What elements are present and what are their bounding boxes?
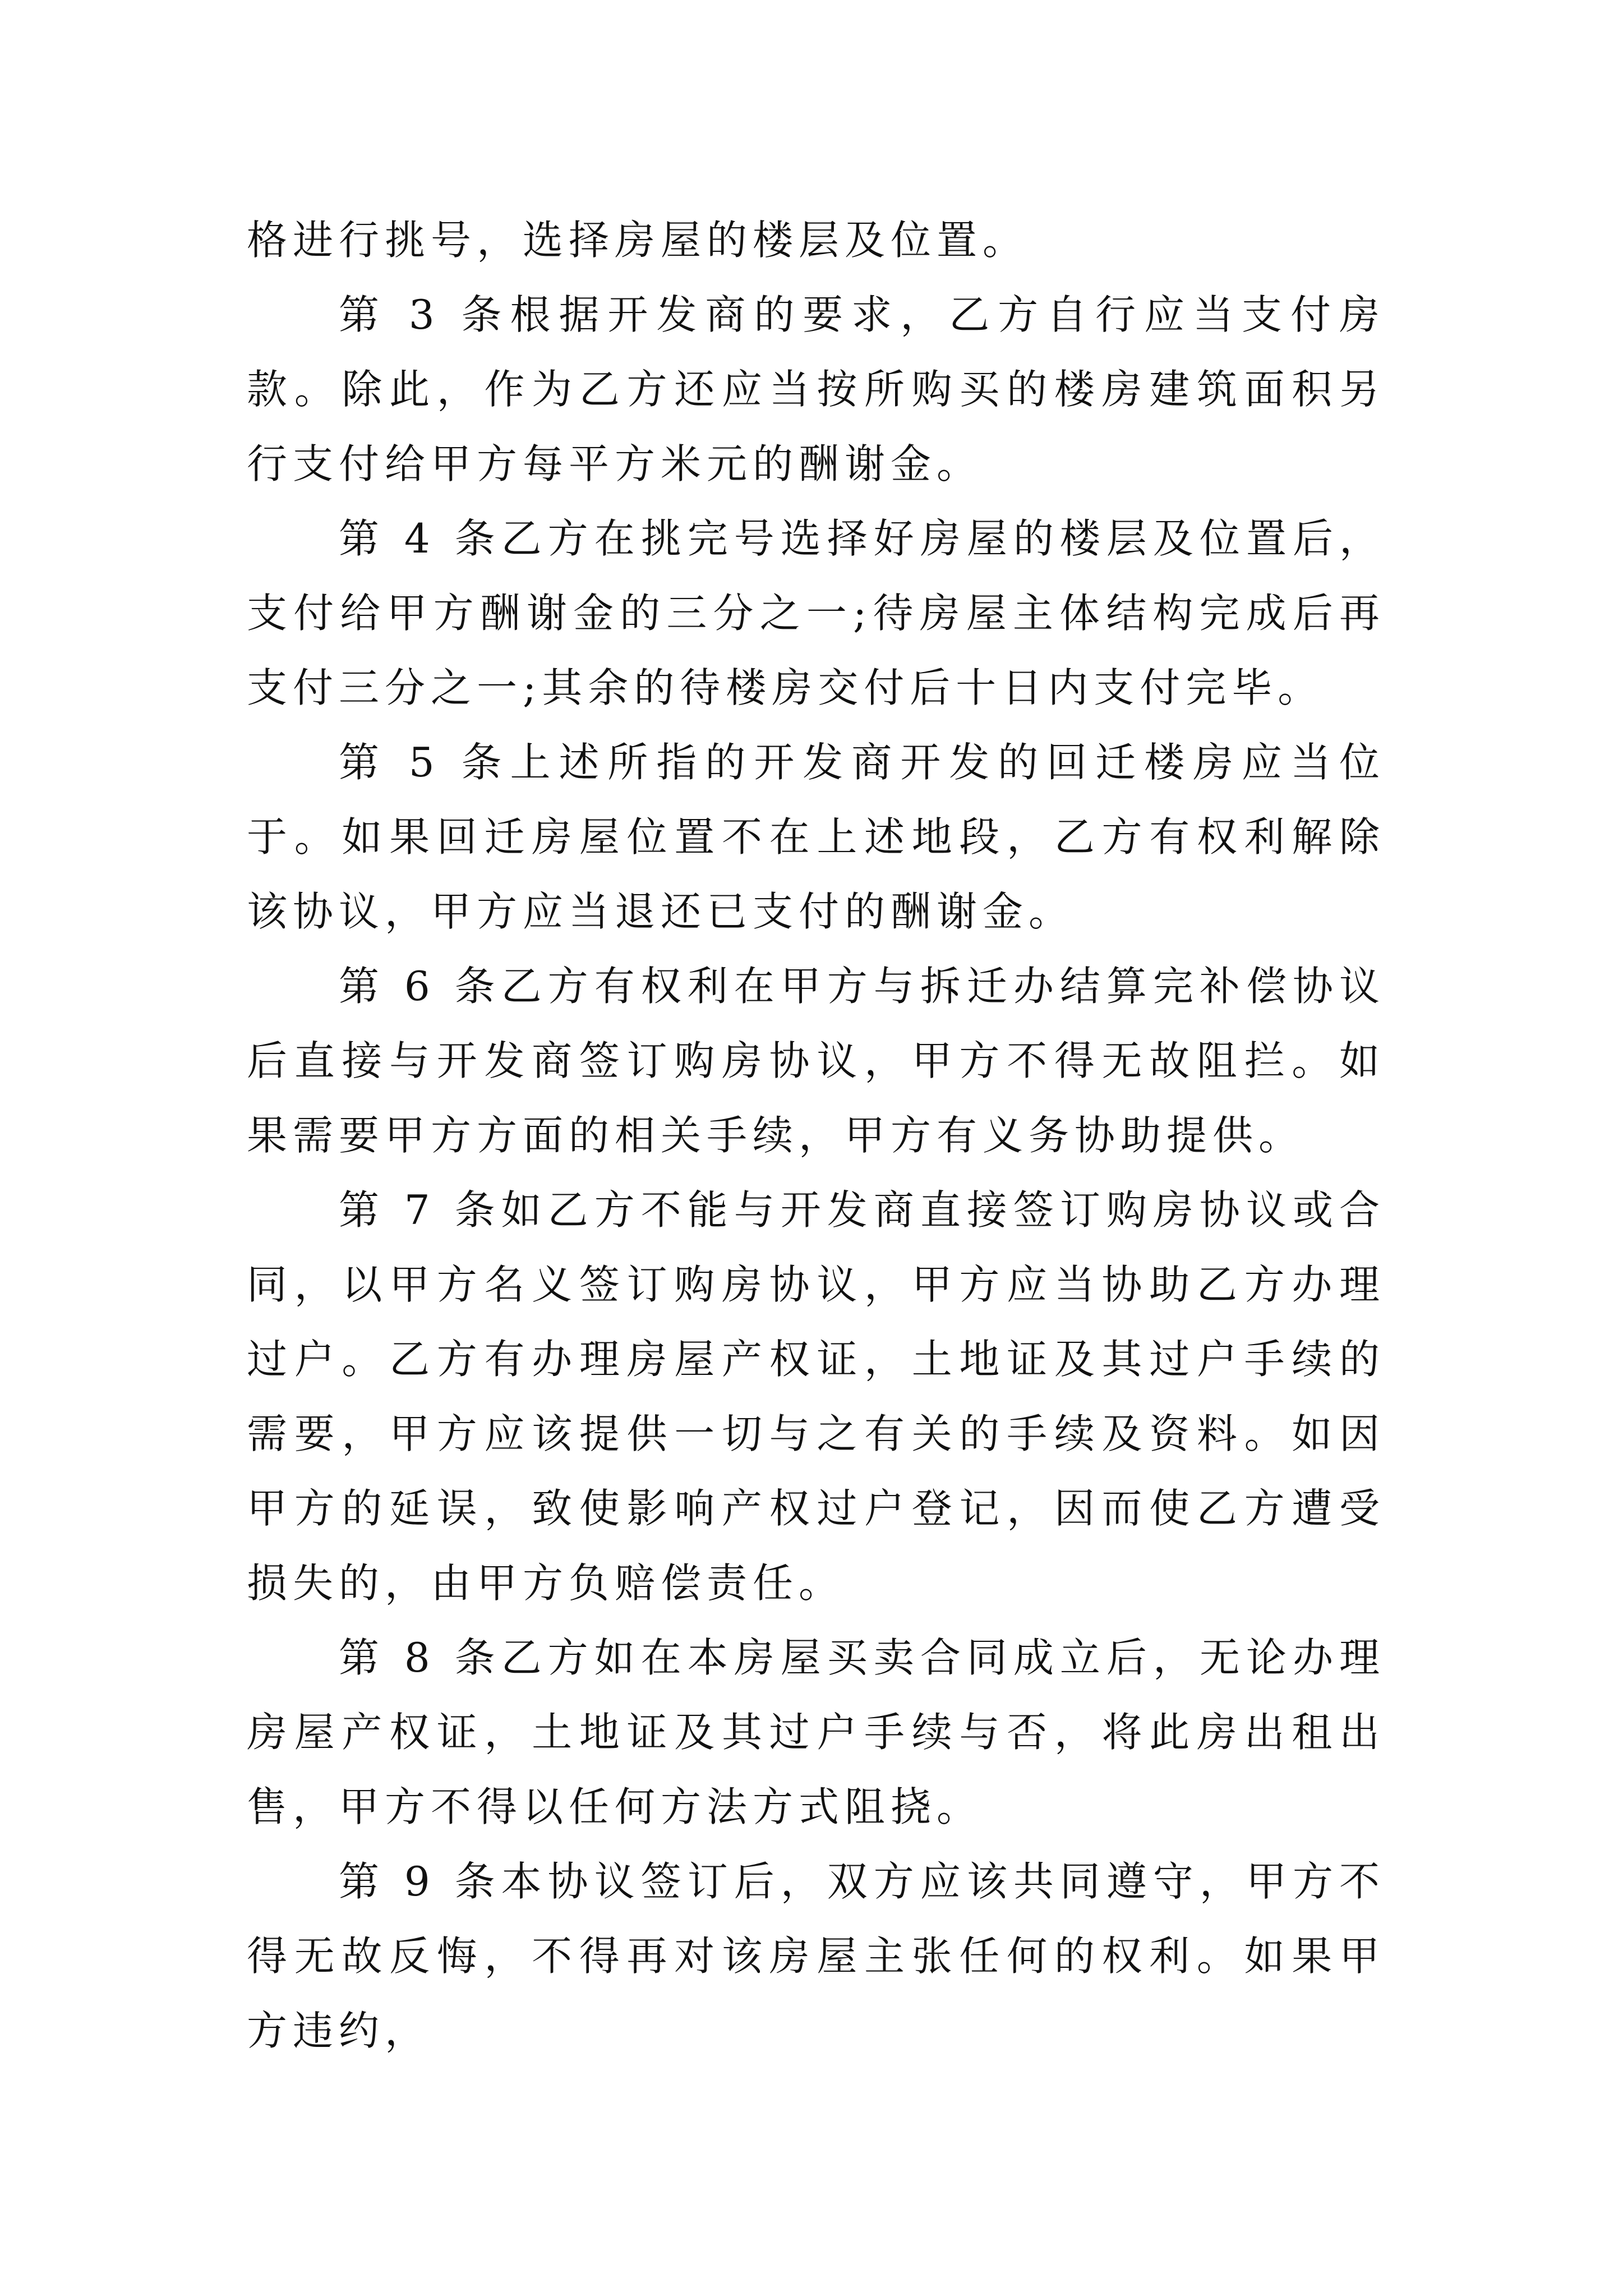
paragraph-article-7: 第 7 条如乙方不能与开发商直接签订购房协议或合同，以甲方名义签订购房协议，甲方应当协助乙方办理过户。乙方有办理房屋产权证，土地证及其过户手续的需要，甲方应该提供一切与之有关的手续及资料。如因甲方的延误，致使影响产权过户登记，因而使乙方遭受损失的，由甲方负赔偿责任。 [247, 1186, 1385, 1607]
paragraph-article-9: 第 9 条本协议签订后，双方应该共同遵守，甲方不得无故反悔，不得再对该房屋主张任何的权利。如果甲方违约， [247, 1858, 1385, 2054]
document-body [247, 203, 1385, 2068]
paragraph-article-4: 第 4 条乙方在挑完号选择好房屋的楼层及位置后，支付给甲方酬谢金的三分之一;待房屋主体结构完成后再支付三分之一;其余的待楼房交付后十日内支付完毕。 [247, 515, 1385, 711]
paragraph-continuation: 格进行挑号，选择房屋的楼层及位置。 [247, 217, 1029, 264]
paragraph-article-6: 第 6 条乙方有权利在甲方与拆迁办结算完补偿协议后直接与开发商签订购房协议，甲方不得无故阻拦。如果需要甲方方面的相关手续，甲方有义务协助提供。 [247, 963, 1385, 1159]
paragraph-article-5: 第 5 条上述所指的开发商开发的回迁楼房应当位于。如果回迁房屋位置不在上述地段，乙方有权利解除该协议，甲方应当退还已支付的酬谢金。 [247, 739, 1385, 935]
paragraph-article-3: 第 3 条根据开发商的要求，乙方自行应当支付房款。除此，作为乙方还应当按所购买的楼房建筑面积另行支付给甲方每平方米元的酬谢金。 [247, 291, 1385, 487]
paragraph-article-8: 第 8 条乙方如在本房屋买卖合同成立后，无论办理房屋产权证，土地证及其过户手续与否，将此房出租出售，甲方不得以任何方法方式阻挠。 [247, 1634, 1385, 1830]
